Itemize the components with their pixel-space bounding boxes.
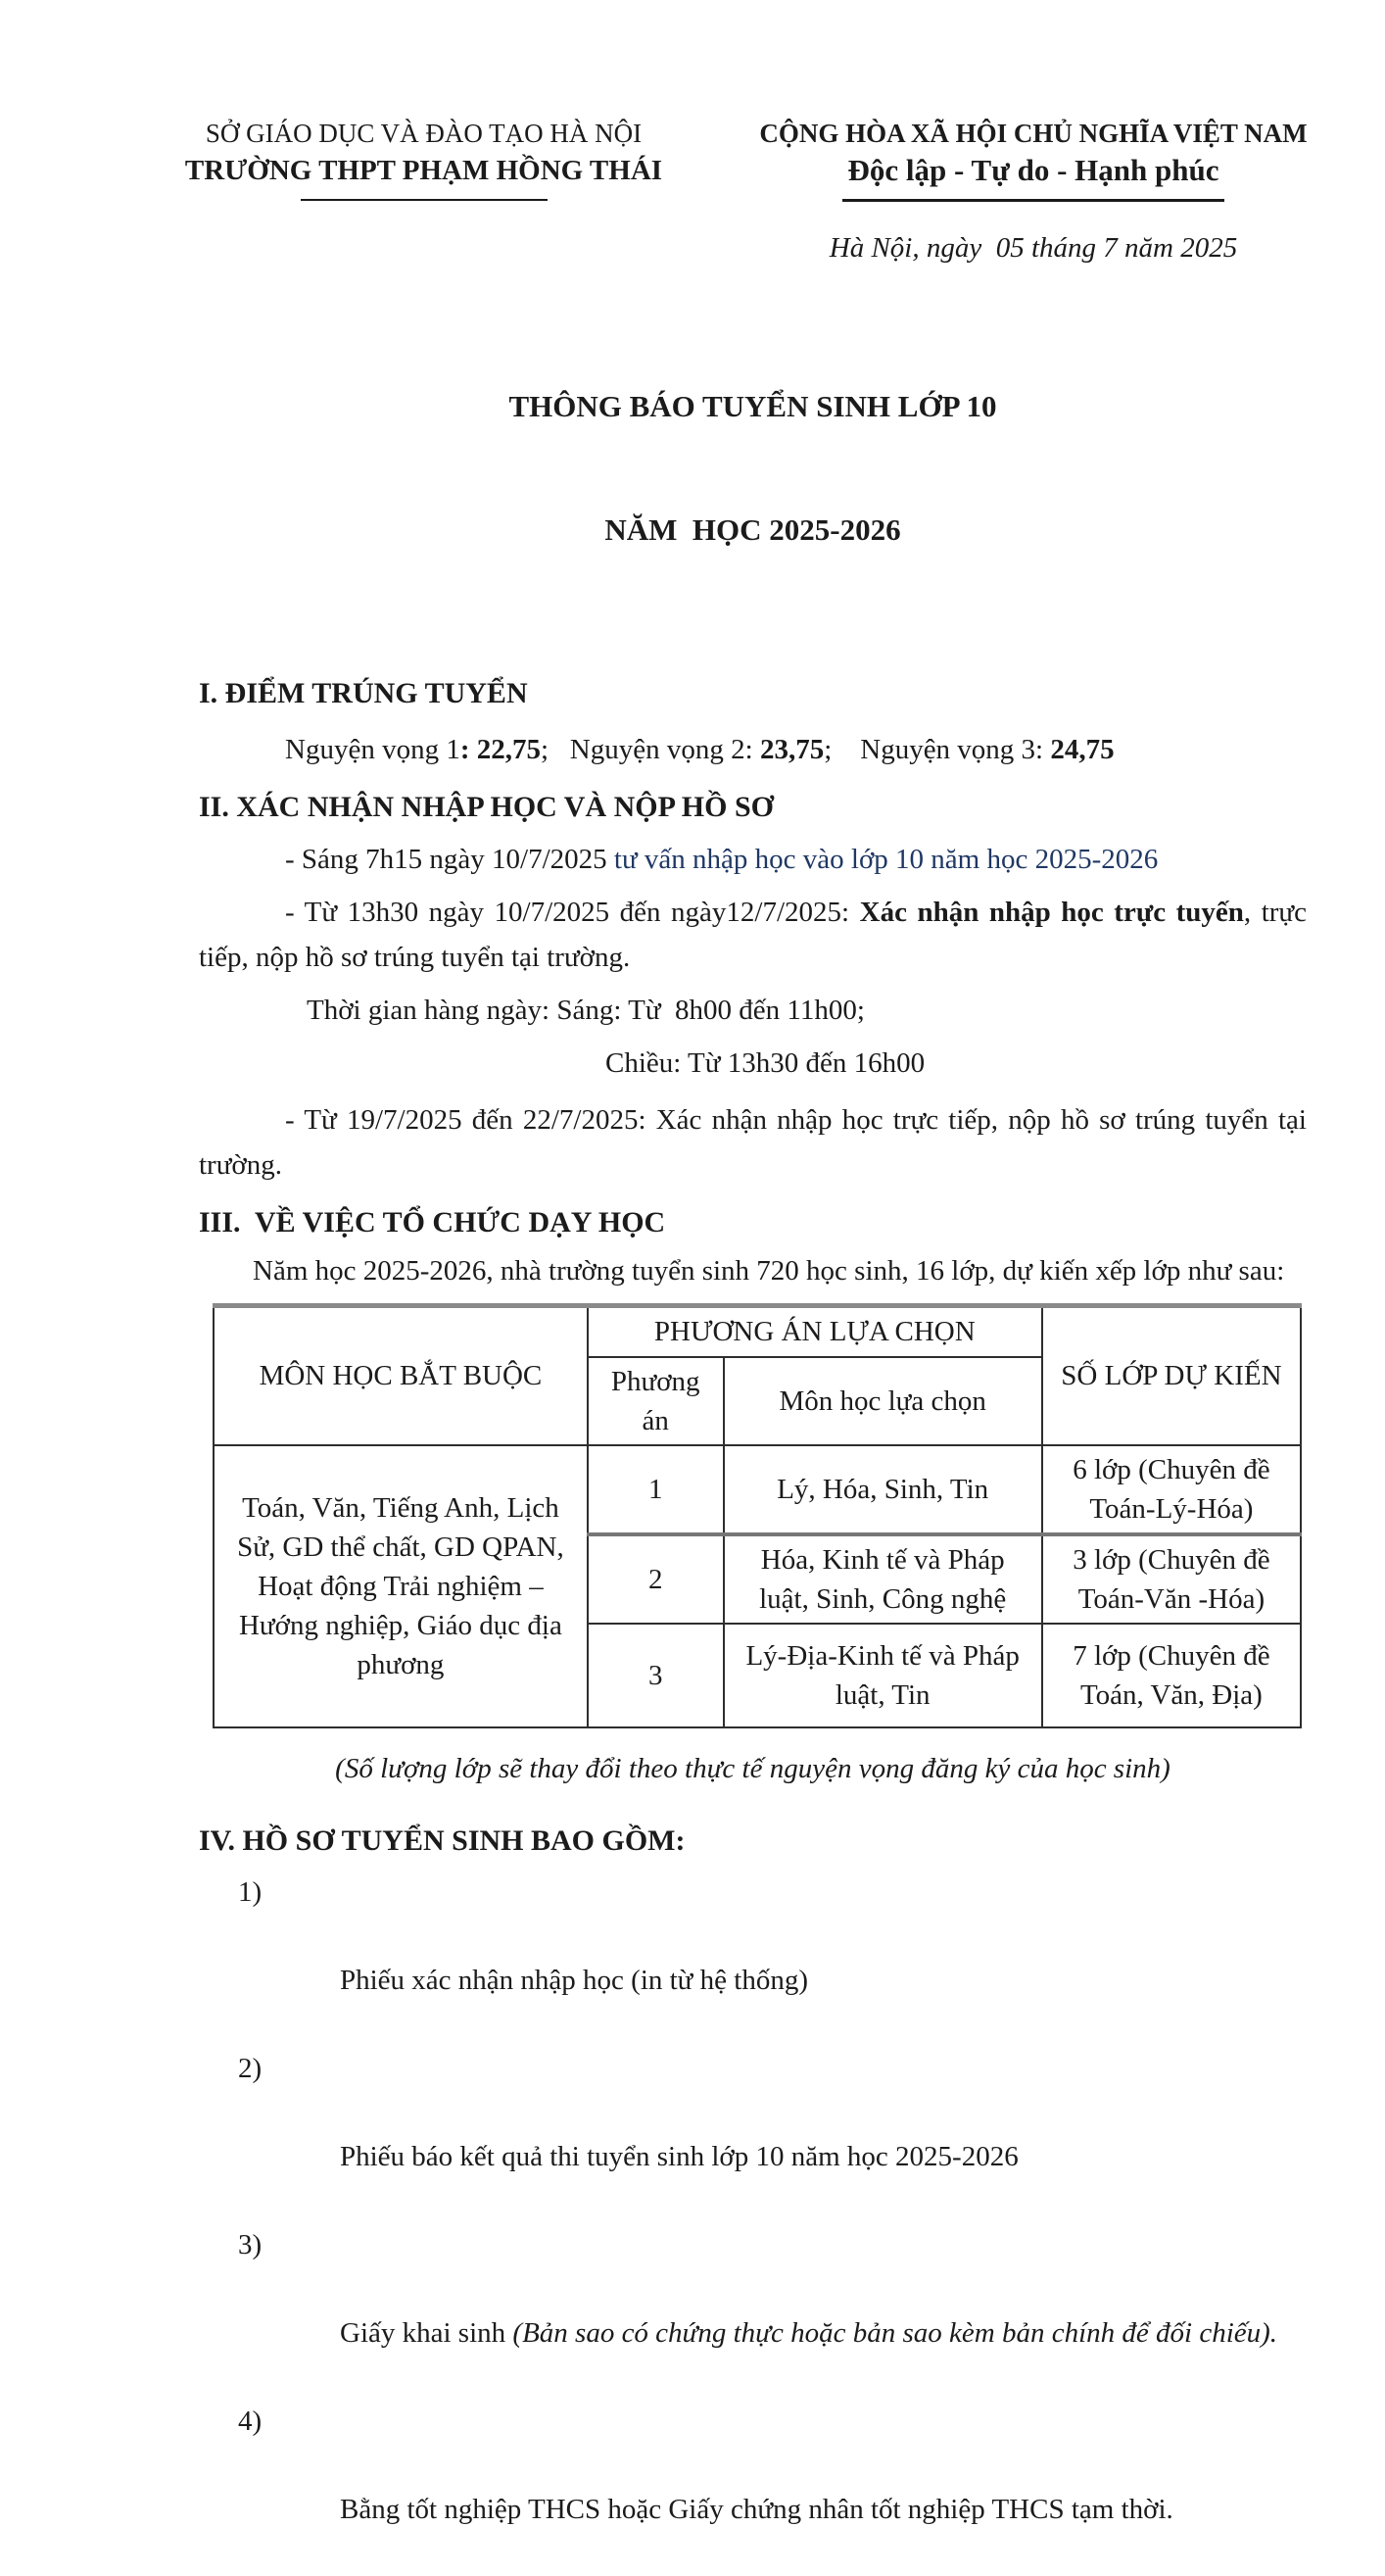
section-1-heading: I. ĐIỂM TRÚNG TUYỂN xyxy=(199,677,528,709)
list-item-enrollment-slip xyxy=(238,1871,1307,2047)
national-motto: Độc lập - Tự do - Hạnh phúc xyxy=(847,153,1219,187)
subcolumn-header-elective-subjects: Môn học lựa chọn xyxy=(724,1357,1042,1445)
paragraph-daily-afternoon-hours: Chiều: Từ 13h30 đến 16h00 xyxy=(605,1047,926,1079)
list-item-text: Bằng tốt nghiệp THCS hoặc Giấy chứng nhân tốt nghiệp THCS tạm thời. xyxy=(340,2493,1173,2525)
column-group-header-options: PHƯƠNG ÁN LỰA CHỌN xyxy=(588,1306,1042,1357)
section-4-heading: IV. HỒ SƠ TUYỂN SINH BAO GỒM: xyxy=(199,1823,686,1857)
list-item-graduation-diploma xyxy=(238,2400,1307,2576)
cell-expected-classes: 6 lớp (Chuyên đề Toán-Lý-Hóa) xyxy=(1042,1445,1301,1534)
school-name: TRƯỜNG THPT PHẠM HỒNG THÁI xyxy=(184,155,663,186)
issuing-authority-block xyxy=(157,116,691,202)
cell-elective-subjects: Hóa, Kinh tế và Pháp luật, Sinh, Công nghệ xyxy=(724,1534,1042,1624)
paragraph-enrollment-plan: Năm học 2025-2026, nhà trường tuyển sinh 720 học sinh, 16 lớp, dự kiến xếp lớp như sau: xyxy=(253,1255,1285,1287)
list-item-text: Phiếu báo kết quả thi tuyển sinh lớp 10 năm học 2025-2026 xyxy=(340,2140,1019,2172)
section-3-heading: III. VỀ VIỆC TỔ CHỨC DẠY HỌC xyxy=(199,1206,666,1239)
document-header xyxy=(0,0,1385,202)
paragraph-online-confirmation: - Từ 13h30 ngày 10/7/2025 đến ngày12/7/2025: Xác nhận nhập học trực tuyến, trực tiếp, nộp hồ sơ trúng tuyển tại trường. xyxy=(199,897,1314,973)
list-item-number: 2) xyxy=(238,2052,263,2084)
cell-elective-subjects: Lý, Hóa, Sinh, Tin xyxy=(724,1445,1042,1534)
cell-required-subjects: Toán, Văn, Tiếng Anh, Lịch Sử, GD thể chất, GD QPAN, Hoạt động Trải nghiệm – Hướng nghiệp, Giáo dục địa phương xyxy=(214,1445,588,1727)
national-header-block xyxy=(730,116,1337,202)
required-documents-list xyxy=(199,1871,1307,2576)
list-item-number: 1) xyxy=(238,1875,263,1908)
title-line-2: NĂM HỌC 2025-2026 xyxy=(604,512,901,547)
table-note: (Số lượng lớp sẽ thay đổi theo thực tế nguyện vọng đăng ký của học sinh) xyxy=(335,1752,1170,1784)
list-item-text: Phiếu xác nhận nhập học (in từ hệ thống) xyxy=(340,1964,808,1996)
list-item-text: Giấy khai sinh (Bản sao có chứng thực hoặc bản sao kèm bản chính để đối chiếu). xyxy=(340,2316,1278,2349)
header-right-divider xyxy=(842,199,1224,202)
cell-option-number: 2 xyxy=(588,1534,724,1624)
admission-scores-line: Nguyện vọng 1: 22,75; Nguyện vọng 2: 23,75; Nguyện vọng 3: 24,75 xyxy=(285,734,1115,765)
authority-name: SỞ GIÁO DỤC VÀ ĐÀO TẠO HÀ NỘI xyxy=(205,119,643,148)
list-item-number: 3) xyxy=(238,2228,263,2260)
paragraph-daily-morning-hours: Thời gian hàng ngày: Sáng: Từ 8h00 đến 11h00; xyxy=(307,995,865,1026)
paragraph-direct-confirmation: - Từ 19/7/2025 đến 22/7/2025: Xác nhận nhập học trực tiếp, nộp hồ sơ trúng tuyển tại trường. xyxy=(199,1104,1314,1181)
column-header-expected-classes: SỐ LỚP DỰ KIẾN xyxy=(1042,1306,1301,1445)
section-2-heading: II. XÁC NHẬN NHẬP HỌC VÀ NỘP HỒ SƠ xyxy=(199,791,774,823)
paragraph-consultation: - Sáng 7h15 ngày 10/7/2025 tư vấn nhập học vào lớp 10 năm học 2025-2026 xyxy=(285,844,1159,875)
class-plan-table xyxy=(213,1303,1302,1728)
subcolumn-header-option: Phương án xyxy=(588,1357,724,1445)
cell-expected-classes: 3 lớp (Chuyên đề Toán-Văn -Hóa) xyxy=(1042,1534,1301,1624)
cell-elective-subjects: Lý-Địa-Kinh tế và Pháp luật, Tin xyxy=(724,1624,1042,1727)
place-date-line: Hà Nội, ngày 05 tháng 7 năm 2025 xyxy=(829,232,1238,264)
list-item-exam-result-slip xyxy=(238,2047,1307,2223)
document-title xyxy=(199,304,1307,633)
cell-option-number: 1 xyxy=(588,1445,724,1534)
republic-title: CỘNG HÒA XÃ HỘI CHỦ NGHĨA VIỆT NAM xyxy=(759,119,1308,148)
cell-expected-classes: 7 lớp (Chuyên đề Toán, Văn, Địa) xyxy=(1042,1624,1301,1727)
column-header-required-subjects: MÔN HỌC BẮT BUỘC xyxy=(214,1306,588,1445)
list-item-birth-certificate xyxy=(238,2223,1307,2400)
cell-option-number: 3 xyxy=(588,1624,724,1727)
list-item-number: 4) xyxy=(238,2405,263,2437)
document-body xyxy=(0,304,1385,2576)
title-line-1: THÔNG BÁO TUYỂN SINH LỚP 10 xyxy=(508,389,997,423)
header-left-divider xyxy=(301,199,548,201)
